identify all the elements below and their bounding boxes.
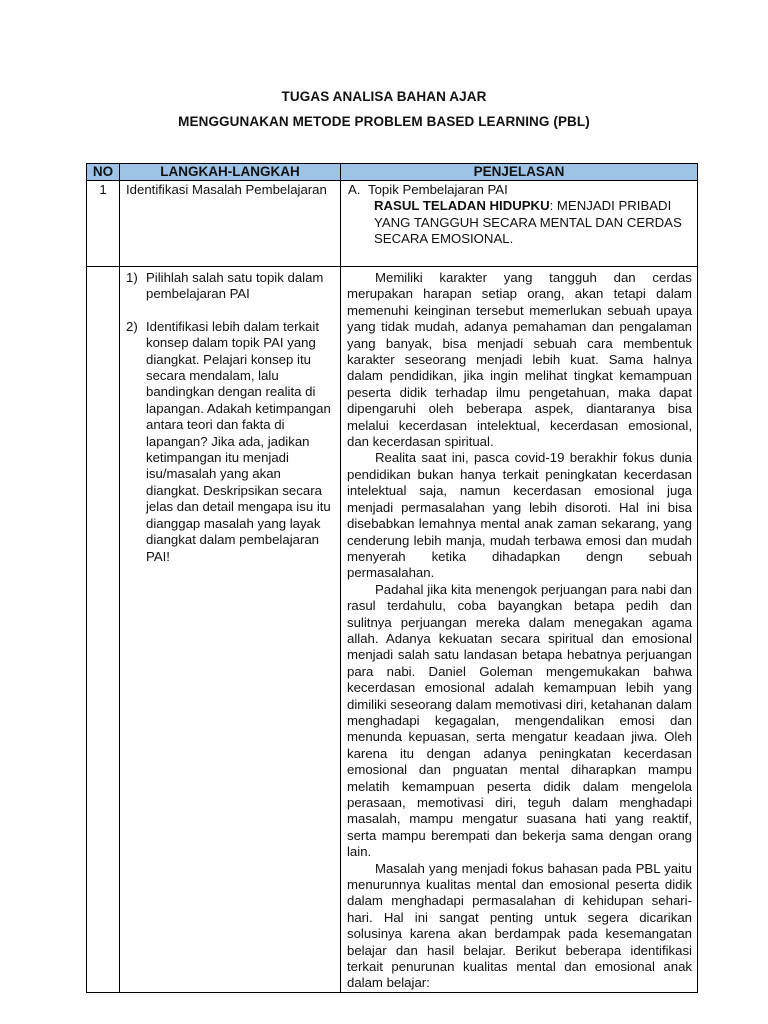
analysis-table (86, 163, 698, 993)
paragraph: Memiliki karakter yang tangguh dan cerdas merupakan harapan setiap orang, akan tetapi dalam memenuhi keinginan tersebut memerlukan sebuah upaya yang tidak mudah, adanya pemahaman dan pengalaman yang banyak, bisa menjadi sebuah cara membentuk karakter seseorang menjadi lebih kuat. Sama halnya dalam pendidikan, jika ingin melihat tingkat kemampuan peserta didik terhadap ilmu pengetahuan, maka dapat dipengaruhi oleh beberapa aspek, diantaranya bisa melalui kecerdasan intelektual, kecerdasan emosional, dan kecerdasan spiritual. (347, 270, 692, 450)
step-cell (120, 181, 341, 267)
topic-block (341, 181, 697, 248)
step-label: Identifikasi Masalah Pembelajaran (126, 182, 327, 197)
topic-title-bold: RASUL TELADAN HIDUPKU (374, 198, 550, 214)
steps-cell (120, 267, 341, 993)
explanation-cell (341, 267, 698, 993)
list-item (126, 319, 334, 565)
step-number: 1) (126, 270, 138, 285)
step-text: Pilihlah salah satu topik dalam pembelajaran PAI (146, 270, 324, 302)
row-number-empty (87, 267, 120, 993)
header-steps: LANGKAH-LANGKAH (120, 164, 341, 181)
row-number: 1 (87, 181, 120, 267)
header-explanation: PENJELASAN (341, 164, 698, 181)
explanation-text (341, 267, 697, 992)
topic-title-rest: : MENJADI PRIBADI YANG TANGGUH SECARA MENTAL DAN CERDAS SECARA EMOSIONAL. (374, 198, 682, 247)
table-header-row (87, 164, 698, 181)
steps-list (120, 267, 340, 565)
step-text: Identifikasi lebih dalam terkait konsep dalam topik PAI yang diangkat. Pelajari konsep itu secara mendalam, lalu bandingkan dengan realita di lapangan. Adakah ketimpangan antara teori dan fakta di lapangan? Jika ada, jadikan ketimpangan itu menjadi isu/masalah yang akan diangkat. Deskripsikan secara jelas dan detail mengapa isu itu dianggap masalah yang layak diangkat dalam pembelajaran PAI! (146, 318, 331, 564)
paragraph: Masalah yang menjadi fokus bahasan pada PBL yaitu menurunnya kualitas mental dan emosional peserta didik dalam menghadapi permasalahan di kehidupan sehari-hari. Hal ini sangat penting untuk segera dicarikan solusinya karena akan berdampak pada kesemangatan belajar dan hasil belajar. Berikut beberapa identifikasi terkait penurunan kualitas mental dan emosional anak dalam belajar: (347, 860, 692, 991)
header-no: NO (87, 164, 120, 181)
step-number: 2) (126, 318, 138, 334)
explanation-cell (341, 181, 698, 267)
topic-marker: A. (348, 182, 361, 197)
topic-label: Topik Pembelajaran PAI (368, 182, 508, 197)
list-item (126, 270, 334, 303)
paragraph: Padahal jika kita menengok perjuangan para nabi dan rasul terdahulu, coba bayangkan betapa pedih dan sulitnya perjuangan mereka dalam menegakan agama allah. Adanya kekuatan secara spiritual dan emosional menjadi salah satu landasan betapa hebatnya perjuangan para nabi. Daniel Goleman mengemukakan bahwa kecerdasan emosional adalah kemampuan lebih yang dimiliki seseorang dalam memotivasi diri, ketahanan dalam menghadapi kegagalan, mengendalikan emosi dan menunda kepuasan, serta mengatur keadaan jiwa. Oleh karena itu dengan adanya peningkatan kecerdasan emosional dan pnguatan mental diharapkan mampu melatih kemampuan peserta didik dalam mengelola perasaan, memotivasi diri, teguh dalam menghadapi masalah, mampu mengatur suasana hati yang reaktif, serta mampu berempati dan bekerja sama dengan orang lain. (347, 581, 692, 860)
document-subtitle: MENGGUNAKAN METODE PROBLEM BASED LEARNING (PBL) (178, 114, 590, 129)
paragraph: Realita saat ini, pasca covid-19 berakhir fokus dunia pendidikan bukan hanya terkait peningkatan kecerdasan intelektual saja, namun kecerdasan emosional juga menjadi permasalahan yang lebih disoroti. Hal ini bisa disebabkan lemahnya mental anak zaman sekarang, yang cenderung lebih manja, mudah terbawa emosi dan mudah menyerah ketika dihadapkan dengn sebuah permasalahan. (347, 450, 692, 581)
table-row (87, 267, 698, 993)
table-row (87, 181, 698, 267)
document-title: TUGAS ANALISA BAHAN AJAR (281, 89, 487, 104)
